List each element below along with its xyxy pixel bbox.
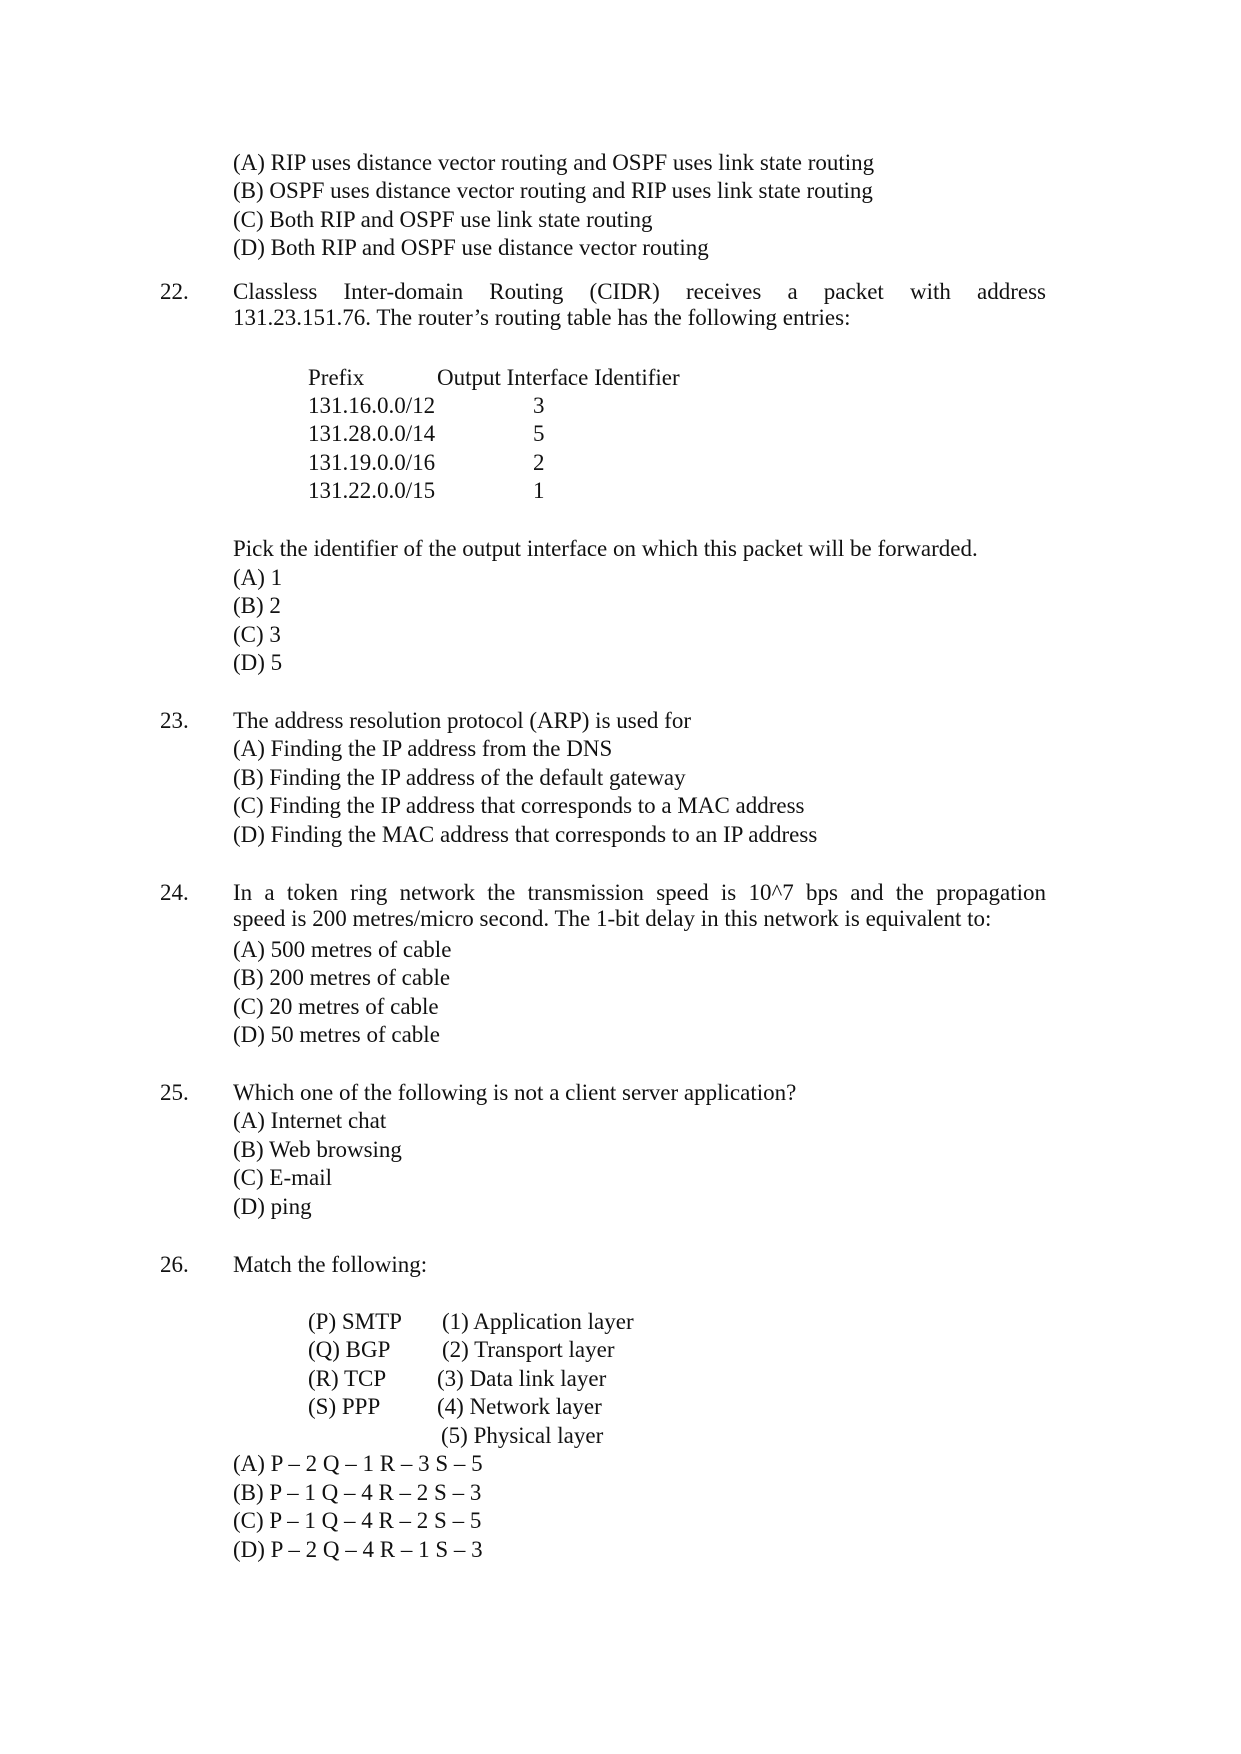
q24-stem-line2: speed is 200 metres/micro second. The 1-bit delay in this network is equivalent to: <box>233 906 992 931</box>
q25-option-c: (C) E-mail <box>233 1165 332 1190</box>
q26-stem: Match the following: <box>233 1252 428 1277</box>
q22-stem-line2: 131.23.151.76. The router’s routing table has the following entries: <box>233 305 851 330</box>
q21-option-c: (C) Both RIP and OSPF use link state routing <box>233 207 653 232</box>
q24-option-d: (D) 50 metres of cable <box>233 1022 440 1047</box>
q23-option-c: (C) Finding the IP address that corresponds to a MAC address <box>233 793 805 818</box>
q25-stem: Which one of the following is not a client server application? <box>233 1080 797 1105</box>
q24-option-b: (B) 200 metres of cable <box>233 965 451 990</box>
q24-option-c: (C) 20 metres of cable <box>233 994 439 1019</box>
q22-table-prefix: 131.19.0.0/16 <box>308 450 436 475</box>
q22-table-interface: 5 <box>533 421 545 446</box>
q22-table-interface: 1 <box>533 478 545 503</box>
q23-stem: The address resolution protocol (ARP) is used for <box>233 708 692 733</box>
q26-option-d: (D) P – 2 Q – 4 R – 1 S – 3 <box>233 1537 483 1562</box>
q26-left-item: (S) PPP <box>308 1394 381 1419</box>
q21-option-b: (B) OSPF uses distance vector routing and RIP uses link state routing <box>233 178 873 203</box>
q22-option-a: (A) 1 <box>233 565 283 590</box>
q26-number: 26. <box>160 1252 189 1277</box>
q26-option-c: (C) P – 1 Q – 4 R – 2 S – 5 <box>233 1508 482 1533</box>
q23-number: 23. <box>160 708 189 733</box>
q22-table-interface: 3 <box>533 393 545 418</box>
q22-table-header-prefix: Prefix <box>308 365 365 390</box>
q22-table-interface: 2 <box>533 450 545 475</box>
q26-left-item: (R) TCP <box>308 1366 387 1391</box>
q22-table-prefix: 131.16.0.0/12 <box>308 393 436 418</box>
q21-option-a: (A) RIP uses distance vector routing and OSPF uses link state routing <box>233 150 875 175</box>
q26-option-b: (B) P – 1 Q – 4 R – 2 S – 3 <box>233 1480 482 1505</box>
q25-option-a: (A) Internet chat <box>233 1108 387 1133</box>
q26-right-item: (1) Application layer <box>442 1309 634 1334</box>
q22-stem <box>233 279 1046 331</box>
q22-option-b: (B) 2 <box>233 593 281 618</box>
q22-option-d: (D) 5 <box>233 650 283 675</box>
q22-stem-line1: Classless Inter-domain Routing (CIDR) receives a packet with address <box>233 279 1046 304</box>
q21-option-d: (D) Both RIP and OSPF use distance vector routing <box>233 235 709 260</box>
q22-table-header-interface: Output Interface Identifier <box>437 365 680 390</box>
q23-option-d: (D) Finding the MAC address that corresponds to an IP address <box>233 822 818 847</box>
q22-question: Pick the identifier of the output interface on which this packet will be forwarded. <box>233 536 978 561</box>
q24-number: 24. <box>160 880 189 905</box>
q23-option-b: (B) Finding the IP address of the default gateway <box>233 765 686 790</box>
q24-stem <box>233 880 1046 932</box>
q22-table-prefix: 131.22.0.0/15 <box>308 478 436 503</box>
q24-option-a: (A) 500 metres of cable <box>233 937 452 962</box>
q25-number: 25. <box>160 1080 189 1105</box>
q25-option-d: (D) ping <box>233 1194 312 1219</box>
q22-table-prefix: 131.28.0.0/14 <box>308 421 436 446</box>
q22-number: 22. <box>160 279 189 304</box>
q26-left-item: (Q) BGP <box>308 1337 391 1362</box>
q26-right-item: (4) Network layer <box>437 1394 602 1419</box>
q26-left-item: (P) SMTP <box>308 1309 402 1334</box>
q25-option-b: (B) Web browsing <box>233 1137 402 1162</box>
q26-right-item: (3) Data link layer <box>437 1366 607 1391</box>
q26-option-a: (A) P – 2 Q – 1 R – 3 S – 5 <box>233 1451 483 1476</box>
q24-stem-line1: In a token ring network the transmission speed is 10^7 bps and the propagation <box>233 880 1046 905</box>
q23-option-a: (A) Finding the IP address from the DNS <box>233 736 613 761</box>
q22-option-c: (C) 3 <box>233 622 281 647</box>
q26-right-item: (5) Physical layer <box>441 1423 604 1448</box>
q26-right-item: (2) Transport layer <box>442 1337 615 1362</box>
